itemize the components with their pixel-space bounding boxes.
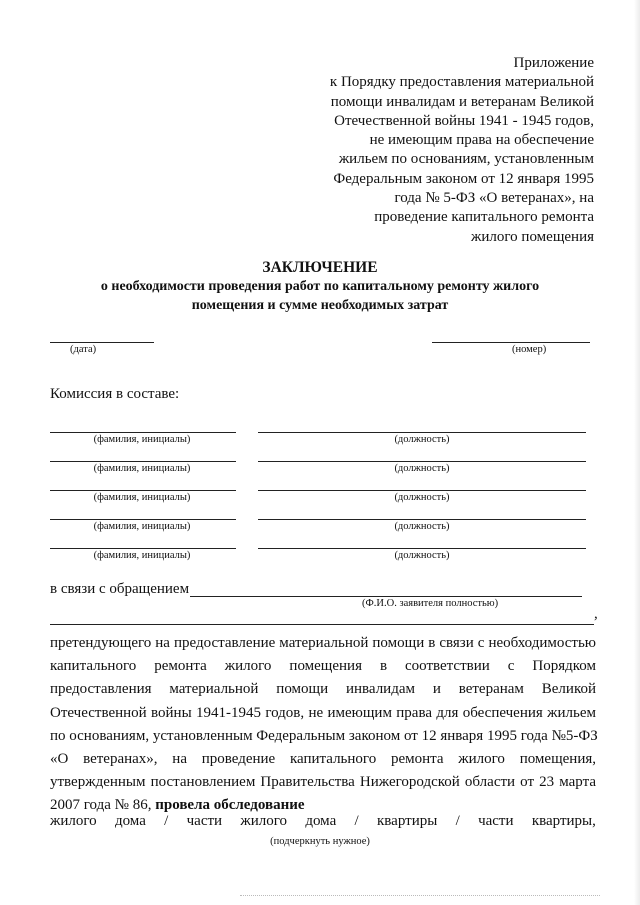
member-position-caption: (должность) xyxy=(394,463,450,474)
housing-option-word[interactable]: жилого xyxy=(50,813,97,829)
subtitle-line-1: о необходимости проведения работ по капитальному ремонту жилого xyxy=(100,279,540,294)
member-name-field[interactable] xyxy=(50,432,236,433)
housing-option-separator: / xyxy=(164,813,169,829)
commission-member-row xyxy=(0,432,640,462)
housing-option-word[interactable]: дома xyxy=(114,813,146,829)
scan-bottom-artifact xyxy=(240,895,600,897)
body-paragraph xyxy=(50,632,596,818)
commission-member-row xyxy=(0,548,640,578)
body-bold-phrase: провела обследование xyxy=(155,797,305,814)
body-line: по основаниям, установленным Федеральным законом от 12 января 1995 года №5-ФЗ xyxy=(50,727,598,744)
number-field-line[interactable] xyxy=(432,342,590,343)
applicant-continuation-field[interactable] xyxy=(50,624,594,625)
appendix-line: жильем по основаниям, установленным xyxy=(338,151,594,168)
body-line: претендующего на предоставление материальной помощи в связи с необходимостью xyxy=(50,635,596,651)
housing-option-word[interactable]: квартиры, xyxy=(531,813,596,829)
body-last-line-text: 2007 года № 86, xyxy=(50,797,156,814)
number-caption: (номер) xyxy=(512,344,547,355)
member-position-caption: (должность) xyxy=(394,550,450,561)
date-caption: (дата) xyxy=(70,344,97,355)
applicant-name-field[interactable] xyxy=(190,596,582,597)
member-position-field[interactable] xyxy=(258,432,586,433)
member-position-field[interactable] xyxy=(258,461,586,462)
body-line: Отечественной войны 1941-1945 годов, не имеющим права для обеспечения жильем xyxy=(50,704,596,721)
member-position-field[interactable] xyxy=(258,490,586,491)
appendix-block xyxy=(294,54,594,247)
commission-member-row xyxy=(0,490,640,520)
appendix-line: к Порядку предоставления материальной xyxy=(329,74,594,91)
member-name-field[interactable] xyxy=(50,548,236,549)
appendix-line: года № 5-ФЗ «О ветеранах», на xyxy=(394,190,594,207)
date-field-line[interactable] xyxy=(50,342,154,343)
member-name-caption: (фамилия, инициалы) xyxy=(93,521,191,532)
body-line: предоставления материальной помощи инвалидам и ветеранам Великой xyxy=(50,681,596,698)
housing-option-word[interactable]: части xyxy=(186,813,223,829)
appendix-line: помощи инвалидам и ветеранам Великой xyxy=(330,93,594,110)
member-name-field[interactable] xyxy=(50,461,236,462)
appendix-line: Федеральным законом от 12 января 1995 xyxy=(333,170,594,187)
commission-member-row xyxy=(0,519,640,549)
applicant-caption: (Ф.И.О. заявителя полностью) xyxy=(362,598,499,609)
housing-option-word[interactable]: части xyxy=(478,813,514,829)
commission-member-row xyxy=(0,461,640,491)
commission-label: Комиссия в составе: xyxy=(50,386,180,402)
appendix-line: проведение капитального ремонта xyxy=(374,209,594,226)
line-end-comma: , xyxy=(594,606,598,622)
member-name-caption: (фамилия, инициалы) xyxy=(93,434,191,445)
member-name-field[interactable] xyxy=(50,490,236,491)
document-subtitle xyxy=(0,277,640,315)
appendix-line: жилого помещения xyxy=(471,228,594,245)
appendix-line: Приложение xyxy=(513,55,594,71)
member-position-field[interactable] xyxy=(258,519,586,520)
appendix-line: не имеющим права на обеспечение xyxy=(369,132,594,149)
member-name-caption: (фамилия, инициалы) xyxy=(93,550,191,561)
member-position-caption: (должность) xyxy=(394,521,450,532)
housing-option-word[interactable]: дома xyxy=(305,813,337,829)
scan-edge-shadow xyxy=(634,0,640,905)
housing-option-word[interactable]: жилого xyxy=(240,813,288,829)
request-label: в связи с обращением xyxy=(50,581,190,597)
housing-option-word[interactable]: квартиры xyxy=(377,813,438,829)
body-line: «О ветеранах», на проведение капитального ремонта жилого помещения, xyxy=(50,751,596,768)
underline-note: (подчеркнуть нужное) xyxy=(270,836,370,847)
member-position-caption: (должность) xyxy=(394,434,450,445)
housing-type-options xyxy=(50,813,596,830)
housing-option-separator: / xyxy=(354,813,359,829)
appendix-line: Отечественной войны 1941 - 1945 годов, xyxy=(334,112,594,129)
member-name-caption: (фамилия, инициалы) xyxy=(93,492,191,503)
member-position-caption: (должность) xyxy=(394,492,450,503)
body-line: утвержденным постановлением Правительства Нижегородской области от 23 марта xyxy=(50,774,596,791)
subtitle-line-2: помещения и сумме необходимых затрат xyxy=(191,298,449,313)
document-title: ЗАКЛЮЧЕНИЕ xyxy=(262,259,378,276)
member-name-field[interactable] xyxy=(50,519,236,520)
housing-option-separator: / xyxy=(455,813,460,829)
member-name-caption: (фамилия, инициалы) xyxy=(93,463,191,474)
member-position-field[interactable] xyxy=(258,548,586,549)
body-line: капитального ремонта жилого помещения в соответствии с Порядком xyxy=(50,658,596,675)
